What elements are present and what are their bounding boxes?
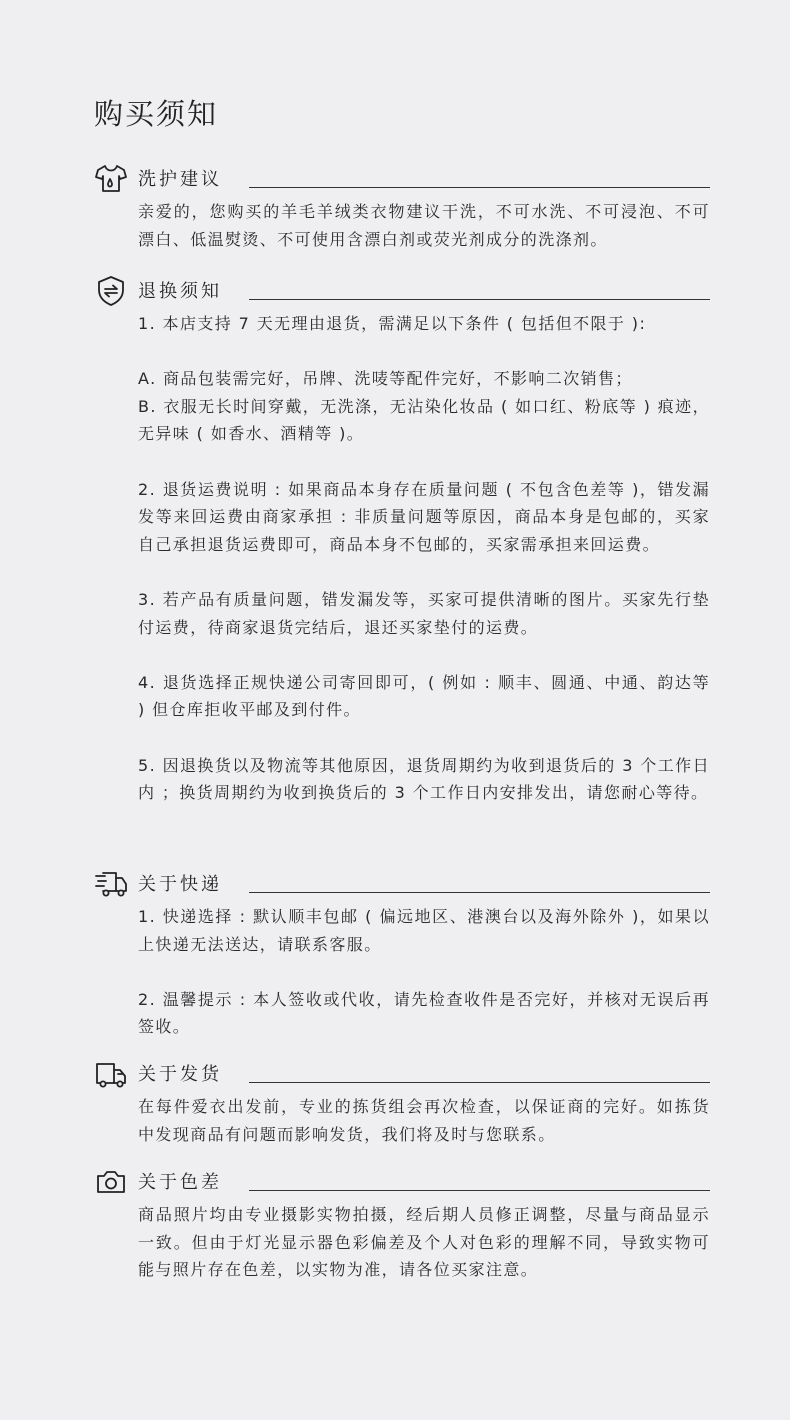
paragraph: 2. 退货运费说明 : 如果商品本身存在质量问题 ( 不包含色差等 )，错发漏发等来回运费由商家承担 : 非质量问题等原因，商品本身是包邮的，买家自己承担退货运费即可，商品本身不包邮的，买家需承担来回运费。 <box>138 479 710 554</box>
section-divider <box>249 299 710 300</box>
paragraph-gap <box>138 558 710 586</box>
paragraph: 4. 退货选择正规快递公司寄回即可，( 例如 : 顺丰、圆通、中通、韵达等 ) 但仓库拒收平邮及到付件。 <box>138 672 710 720</box>
section-divider <box>249 187 710 188</box>
fast-delivery-icon <box>94 867 128 901</box>
section-body <box>138 310 710 807</box>
paragraph: 1. 本店支持 7 天无理由退货，需满足以下条件 ( 包括但不限于 ): <box>138 314 647 333</box>
section-header <box>94 1169 710 1199</box>
section-title: 关于发货 <box>138 1064 222 1085</box>
section-care-advice <box>94 166 710 253</box>
paragraph-gap <box>138 958 710 986</box>
delivery-truck-icon <box>94 1057 128 1091</box>
section-title: 洗护建议 <box>138 169 222 190</box>
section-header <box>94 1061 710 1091</box>
paragraph: 5. 因退换货以及物流等其他原因，退货周期约为收到退货后的 3 个工作日内 ；换货周期约为收到换货后的 3 个工作日内安排发出，请您耐心等待。 <box>138 755 710 803</box>
paragraph: B. 衣服无长时间穿戴，无洗涤，无沾染化妆品 ( 如口红、粉底等 ) 痕迹，无异味 ( 如香水、酒精等 )。 <box>138 396 710 444</box>
section-body <box>138 1201 710 1284</box>
tshirt-icon <box>94 162 128 196</box>
paragraph-gap <box>138 724 710 752</box>
section-header <box>94 278 710 308</box>
section-header <box>94 871 710 901</box>
paragraph: 商品照片均由专业摄影实物拍摄，经后期人员修正调整，尽量与商品显示一致。但由于灯光显示器色彩偏差及个人对色彩的理解不同，导致实物可能与照片存在色差，以实物为准，请各位买家注意。 <box>138 1205 710 1280</box>
paragraph-gap <box>138 641 710 669</box>
shield-exchange-icon <box>94 274 128 308</box>
section-body <box>138 1093 710 1148</box>
section-title: 关于快递 <box>138 874 222 895</box>
paragraph: 2. 温馨提示 : 本人签收或代收，请先检查收件是否完好，并核对无误后再签收。 <box>138 989 710 1037</box>
section-express <box>94 871 710 1041</box>
section-title: 关于色差 <box>138 1172 222 1193</box>
paragraph-gap <box>138 448 710 476</box>
paragraph: 在每件爱衣出发前，专业的拣货组会再次检查，以保证商的完好。如拣货中发现商品有问题而影响发货，我们将及时与您联系。 <box>138 1097 710 1144</box>
paragraph: 亲爱的，您购买的羊毛羊绒类衣物建议干洗，不可水洗、不可浸泡、不可漂白、低温熨烫、不可使用含漂白剂或荧光剂成分的洗涤剂。 <box>138 202 710 249</box>
paragraph: 3. 若产品有质量问题，错发漏发等，买家可提供清晰的图片。买家先行垫付运费，待商家退货完结后，退还买家垫付的运费。 <box>138 589 710 637</box>
section-return-policy <box>94 278 710 807</box>
section-divider <box>249 892 710 893</box>
section-divider <box>249 1082 710 1083</box>
section-color-difference <box>94 1169 710 1284</box>
paragraph: 1. 快递选择 : 默认顺丰包邮 ( 偏远地区、港澳台以及海外除外 )，如果以上快递无法送达，请联系客服。 <box>138 907 710 954</box>
paragraph-gap <box>138 338 710 366</box>
page-title: 购买须知 <box>94 97 219 131</box>
camera-icon <box>94 1165 128 1199</box>
section-title: 退换须知 <box>138 281 222 302</box>
section-shipping <box>94 1061 710 1148</box>
section-body <box>138 903 710 1041</box>
paragraph: A. 商品包装需完好，吊牌、洗唛等配件完好，不影响二次销售； <box>138 369 633 389</box>
section-header <box>94 166 710 196</box>
section-body <box>138 198 710 253</box>
section-divider <box>249 1190 710 1191</box>
